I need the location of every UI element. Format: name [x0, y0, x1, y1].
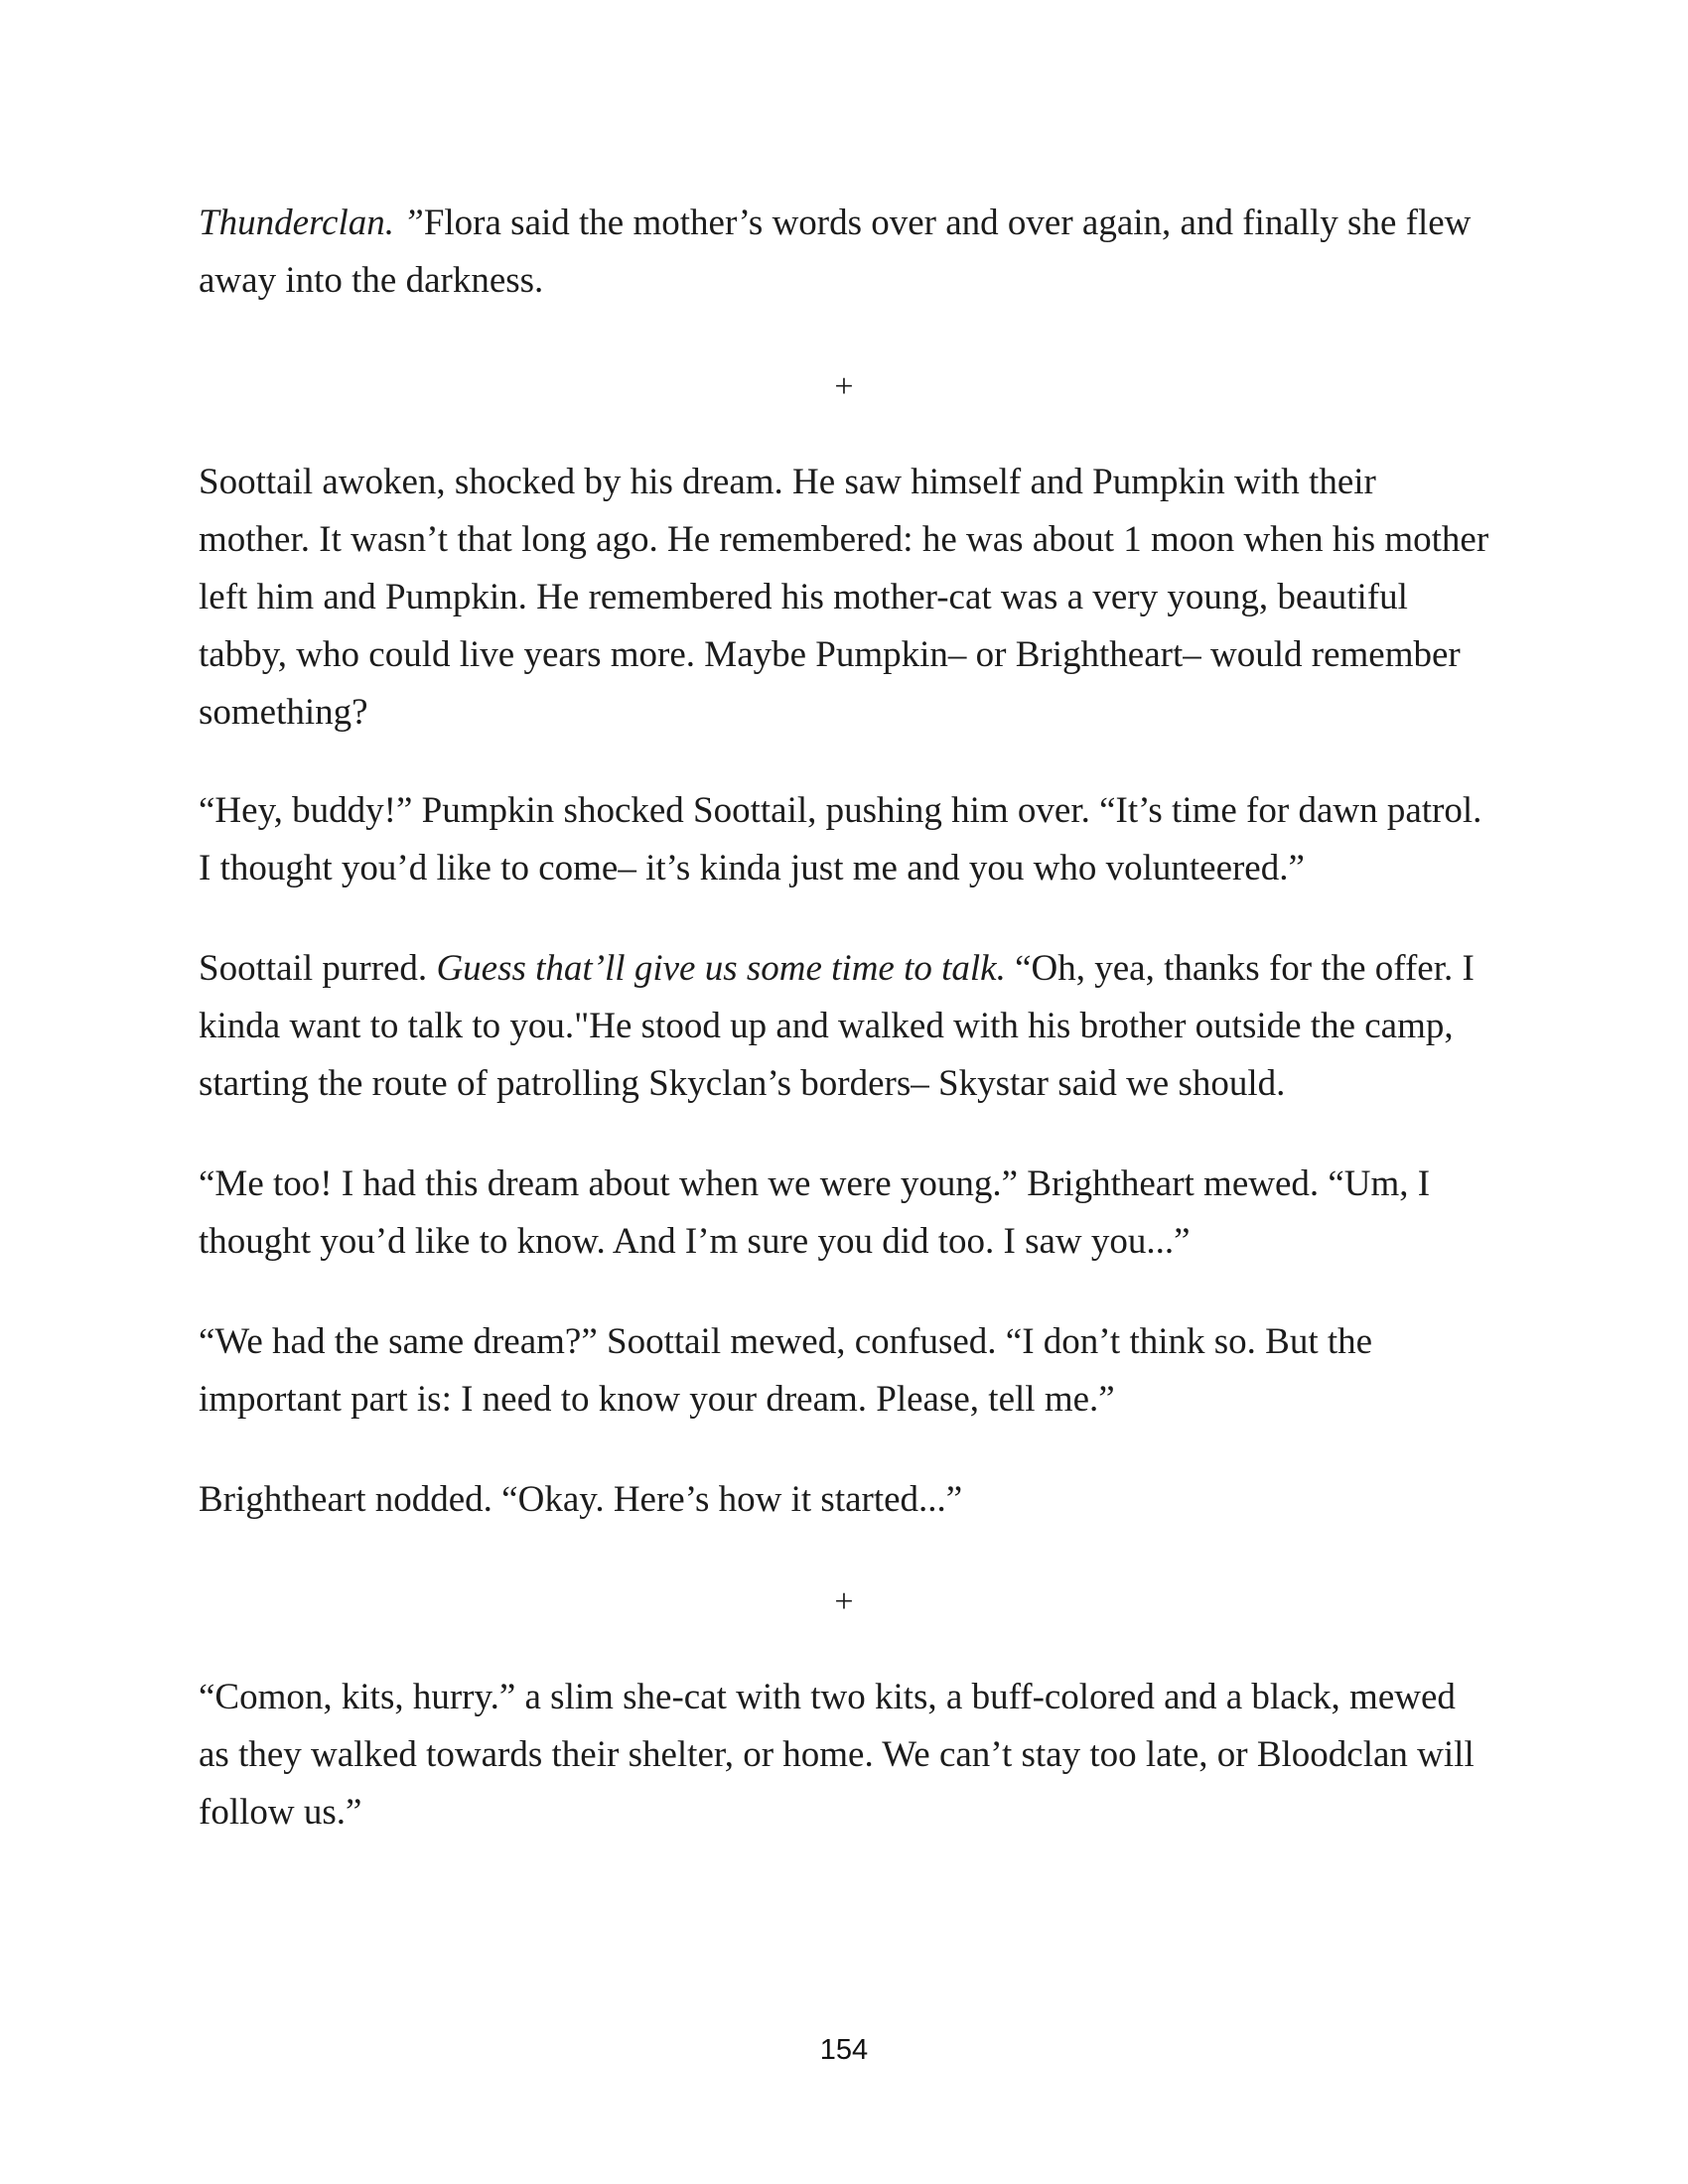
paragraph-1-text: Flora said the mother’s words over and over again, and finally she flew away into the darkness.: [199, 203, 1472, 301]
paragraph-4: [199, 940, 1489, 1113]
paragraph-4-text-after: “Oh, yea, thanks for the offer. I kinda want to talk to you."He stood up and walked with his brother outside the camp, starting the route of patrolling Skyclan’s borders– Skystar said we should.: [199, 948, 1475, 1104]
paragraph-7-text: Brightheart nodded. “Okay. Here’s how it started...”: [199, 1479, 963, 1520]
scene-separator-2: +: [834, 1583, 854, 1620]
italic-thought: Guess that’ll give us some time to talk.: [436, 948, 1006, 989]
italic-clan-name: Thunderclan. ”: [199, 203, 424, 243]
paragraph-1: [199, 195, 1489, 310]
paragraph-3-text: “Hey, buddy!” Pumpkin shocked Soottail, pushing him over. “It’s time for dawn patrol. I thought you’d like to come– it’s kinda just me and you who volunteered.”: [199, 790, 1482, 888]
paragraph-7: [199, 1471, 1489, 1529]
paragraph-5-text: “Me too! I had this dream about when we were young.” Brightheart mewed. “Um, I thought you’d like to know. And I’m sure you did too. I saw you...”: [199, 1163, 1431, 1262]
paragraph-6-text: “We had the same dream?” Soottail mewed, confused. “I don’t think so. But the important part is: I need to know your dream. Please, tell me.”: [199, 1321, 1373, 1420]
paragraph-5: [199, 1156, 1489, 1271]
paragraph-8: [199, 1669, 1489, 1842]
paragraph-2-text: Soottail awoken, shocked by his dream. He saw himself and Pumpkin with their mother. It wasn’t that long ago. He remembered: he was about 1 moon when his mother left him and Pumpkin. He remembered his mother-cat was a very young, beautiful tabby, who could live years more. Maybe Pumpkin– or Brightheart– would remember something?: [199, 462, 1489, 733]
paragraph-4-text-before: Soottail purred.: [199, 948, 437, 989]
scene-separator-1: +: [834, 368, 854, 405]
paragraph-2: [199, 454, 1489, 742]
paragraph-8-text: “Comon, kits, hurry.” a slim she-cat with two kits, a buff-colored and a black, mewed as they walked towards their shelter, or home. We can’t stay too late, or Bloodclan will follow us.”: [199, 1677, 1475, 1833]
paragraph-3: [199, 782, 1489, 897]
paragraph-6: [199, 1313, 1489, 1429]
page-number: 154: [819, 2034, 869, 2066]
